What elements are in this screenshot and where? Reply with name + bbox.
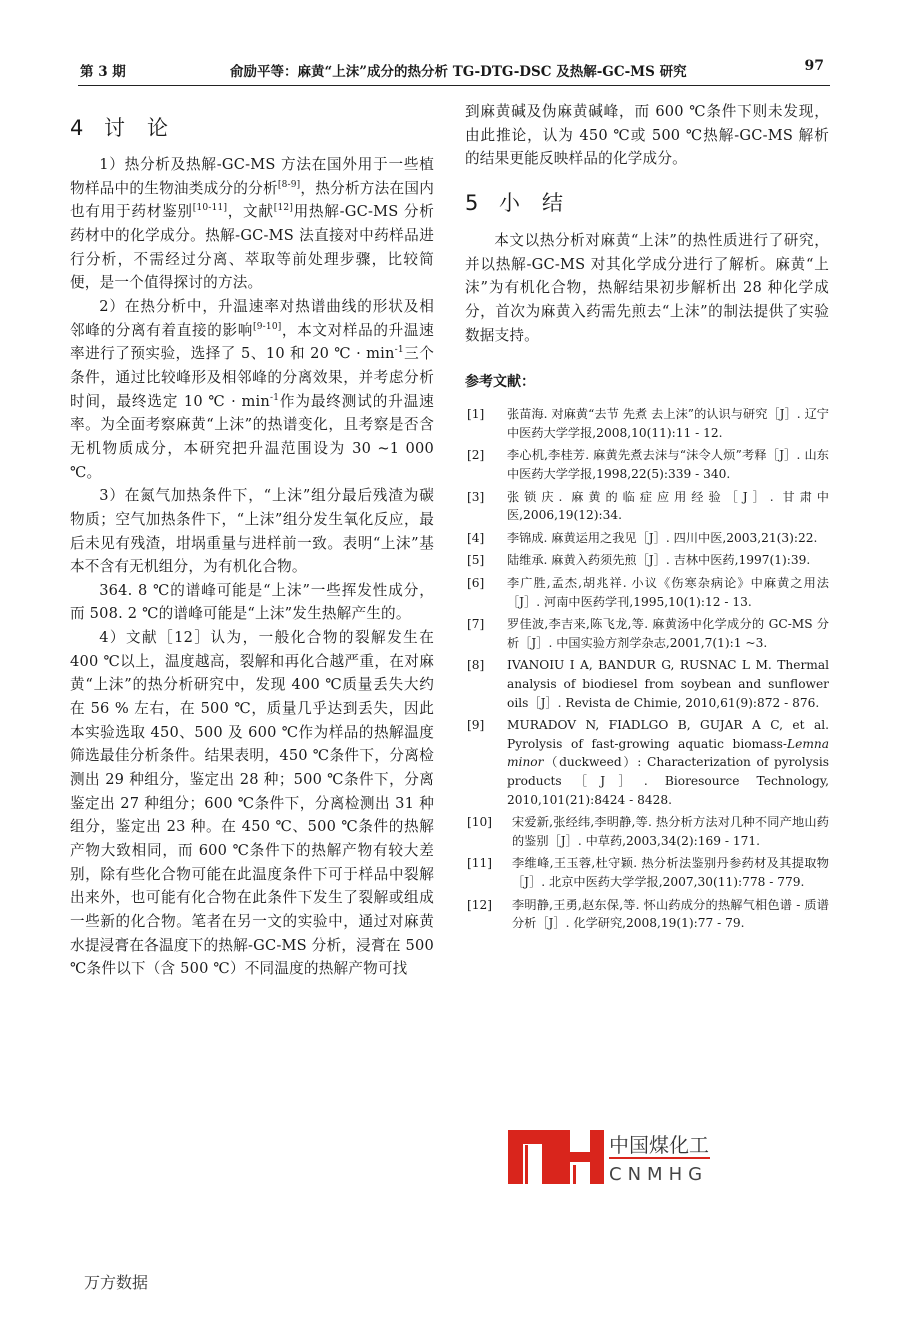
species-name: Lemna minor <box>507 736 829 770</box>
cnmhg-logo <box>508 1130 728 1184</box>
reference-index: [11] <box>467 856 493 871</box>
reference-text: 罗佳波,李吉来,陈飞龙,等. 麻黄汤中化学成分的 GC-MS 分析［J］. 中国实验方剂学杂志,2001,7(1):1 ~3. <box>507 617 829 650</box>
reference-index: [1] <box>467 407 485 422</box>
summary-paragraph: 本文以热分析对麻黄“上沫”的热性质进行了研究，并以热解-GC-MS 对其化学成分进行了解析。麻黄“上沫”为有机化合物，热解结果初步解析出 28 种化学成分，首次为麻黄入药需先煎去“上沫”的制法提供了实验数据支持。 <box>465 231 829 344</box>
section-number: 5 <box>465 190 479 215</box>
section-title-char: 讨 <box>104 116 125 140</box>
paragraph-4: 364. 8 ℃的谱峰可能是“上沫”一些挥发性成分，而 508. 2 ℃的谱峰可能是“上沫”发生热解产生的。 <box>70 581 434 623</box>
logo-cn-text: 中国煤化工 <box>609 1133 709 1157</box>
section-4-heading <box>70 112 434 142</box>
reference-text: 张苗海. 对麻黄“去节 先煮 去上沫”的认识与研究［J］. 辽宁中医药大学学报,2008,10(11):11 - 12. <box>507 407 829 440</box>
paragraph-5: 4）文献［12］认为，一般化合物的裂解发生在 400 ℃以上，温度越高，裂解和再化合越严重，在对麻黄“上沫”的热分析研究中，发现 400 ℃质量丢失大约在 56 % 左右，在 500 ℃，质量几乎达到丢失，因此本实验选取 450、500 及 600 ℃作为样品的热解温度筛选最佳分析条件。结果表明，450 ℃条件下，分离检测出 29 种组分，鉴定出 28 种；500 ℃条件下，分离鉴定出 27 种组分；600 ℃条件下，分离检测出 31 种组分，鉴定出 23 种。在 450 ℃、500 ℃条件的热解产物大致相同，而 600 ℃条件下的热解产物有较大差别，除有些化合物可能在此温度条件下可于样品中裂解出来外，也可能有化合物在此条件下发生了裂解或组成一些新的化合物。笔者在另一文的实验中，通过对麻黄水提浸膏在各温度下的热解-GC-MS 分析，浸膏在 500 ℃条件以下（含 500 ℃）不同温度的热解产物可找 <box>70 629 434 978</box>
reference-item <box>465 488 829 525</box>
exponent: -1 <box>394 345 404 356</box>
reference-index: [2] <box>467 448 485 463</box>
issue-label: 第 3 期 <box>80 64 126 80</box>
reference-text: MURADOV N, FIADLGO B, GUJAR A C, et al. Pyrolysis of fast-growing aquatic biomass- <box>507 718 829 751</box>
reference-text: 李明静,王勇,赵东保,等. 怀山药成分的热解气相色谱 - 质谱分析［J］. 化学研究,2008,19(1):77 - 79. <box>512 897 829 931</box>
reference-text: 陆维承. 麻黄入药须先煎［J］. 吉林中医药,1997(1):39. <box>507 553 811 568</box>
reference-index: [3] <box>467 489 485 504</box>
reference-list <box>465 405 829 932</box>
section-title-char: 结 <box>542 190 563 215</box>
section-title-char: 小 <box>499 190 520 215</box>
citation[interactable]: [12] <box>273 203 294 214</box>
right-column <box>465 98 829 937</box>
reference-index: [7] <box>467 617 485 632</box>
wanfang-watermark: 万方数据 <box>84 1273 149 1292</box>
reference-item <box>465 854 829 891</box>
reference-item <box>465 615 829 652</box>
logo-en-text: CNMHG <box>609 1164 709 1184</box>
reference-index: [5] <box>467 553 485 568</box>
reference-item <box>465 405 829 442</box>
header-rule <box>78 85 830 86</box>
reference-item <box>465 716 829 809</box>
reference-text: 宋爱新,张经纬,李明静,等. 热分析方法对几种不同产地山药的鉴别［J］. 中草药,2003,34(2):169 - 171. <box>512 815 829 848</box>
reference-text: 李维峰,王玉蓉,杜守颖. 热分析法鉴别丹参药材及其提取物［J］. 北京中医药大学学报,2007,30(11):778 - 779. <box>512 856 829 889</box>
exponent: -1 <box>270 392 280 403</box>
reference-item <box>465 656 829 712</box>
running-header <box>80 58 828 80</box>
section-number: 4 <box>70 116 84 140</box>
section-5-heading <box>465 187 829 217</box>
mh-logo-mark-icon <box>508 1130 728 1184</box>
reference-index: [4] <box>467 530 485 545</box>
reference-index: [8] <box>467 658 485 673</box>
page-number: 97 <box>804 58 824 74</box>
reference-text: 李锦成. 麻黄运用之我见［J］. 四川中医,2003,21(3):22. <box>507 530 818 545</box>
paragraph-1: 1）热分析及热解-GC-MS 方法在国外用于一些植物样品中的生物油类成分的分析[8-9]，热分析方法在国内也有用于药材鉴别[10-11]，文献[12]用热解-GC-MS 分析药材中的化学成分。热解-GC-MS 法直接对中药样品进行分析，不需经过分离、萃取等前处理步骤，比较简便，是一个值得探讨的方法。 <box>70 156 434 292</box>
reference-item <box>465 551 829 570</box>
paragraph-2: 2）在热分析中，升温速率对热谱曲线的形状及相邻峰的分离有着直接的影响[9-10]，本文对样品的升温速率进行了预实验，选择了 5、10 和 20 ℃ · $\min^{-1}$三个条件，通过比较峰形及相邻峰的分离效果，并考虑分析时间，最终选定 10 ℃ · $\min^{-1}$作为最终测试的升温速率。为全面考察麻黄“上沫”的热谱变化，且考察是否含无机物质成分，本研究把升温范围设为 30 ~1 000 ℃。 <box>70 297 434 481</box>
reference-item <box>465 446 829 483</box>
citation[interactable]: [8-9] <box>277 179 301 190</box>
reference-index: [10] <box>467 815 493 830</box>
references-heading: 参考文献： <box>465 374 535 391</box>
citation[interactable]: [9-10] <box>253 321 282 332</box>
paragraph-3: 3）在氮气加热条件下，“上沫”组分最后残渣为碳物质；空气加热条件下，“上沫”组分发生氧化反应，最后未见有残渣，坩埚重量与进样前一致。表明“上沫”基本不含有无机组分，为有机化合物。 <box>70 487 434 576</box>
reference-index: [9] <box>467 718 485 733</box>
reference-index: [6] <box>467 576 485 590</box>
reference-text: （duckweed）: Characterization of pyrolysis products［J］. Bioresource Technology, 2010,101(21):8424 - 8428. <box>507 755 829 807</box>
reference-text: IVANOIU I A, BANDUR G, RUSNAC L M. Thermal analysis of biodiesel from soybean and sunflower oils［J］. Revista de Chimie, 2010,61(9):872 - 876. <box>507 658 829 710</box>
reference-item <box>465 896 829 933</box>
running-title: 俞励平等：麻黄“上沫”成分的热分析 TG-DTG-DSC 及热解-GC-MS 研究 <box>230 64 687 80</box>
left-column <box>70 98 434 981</box>
section-title-char: 论 <box>147 116 168 140</box>
reference-item <box>465 529 829 548</box>
reference-text: 李广胜,孟杰,胡兆祥. 小议《伤寒杂病论》中麻黄之用法［J］. 河南中医药学刊,1995,10(1):12 - 13. <box>507 576 829 609</box>
reference-item <box>465 574 829 611</box>
paragraph-continued: 到麻黄碱及伪麻黄碱峰，而 600 ℃条件下则未发现，由此推论，认为 450 ℃或 500 ℃热解-GC-MS 解析的结果更能反映样品的化学成分。 <box>465 103 829 168</box>
citation[interactable]: [10-11] <box>192 203 228 214</box>
reference-text: 张锁庆. 麻黄的临症应用经验［J］. 甘肃中医,2006,19(12):34. <box>507 489 829 523</box>
reference-text: 李心机,李桂芳. 麻黄先煮去沫与“沫令人烦”考释［J］. 山东中医药大学学报,1998,22(5):339 - 340. <box>507 448 829 482</box>
reference-index: [12] <box>467 897 493 912</box>
reference-item <box>465 813 829 850</box>
